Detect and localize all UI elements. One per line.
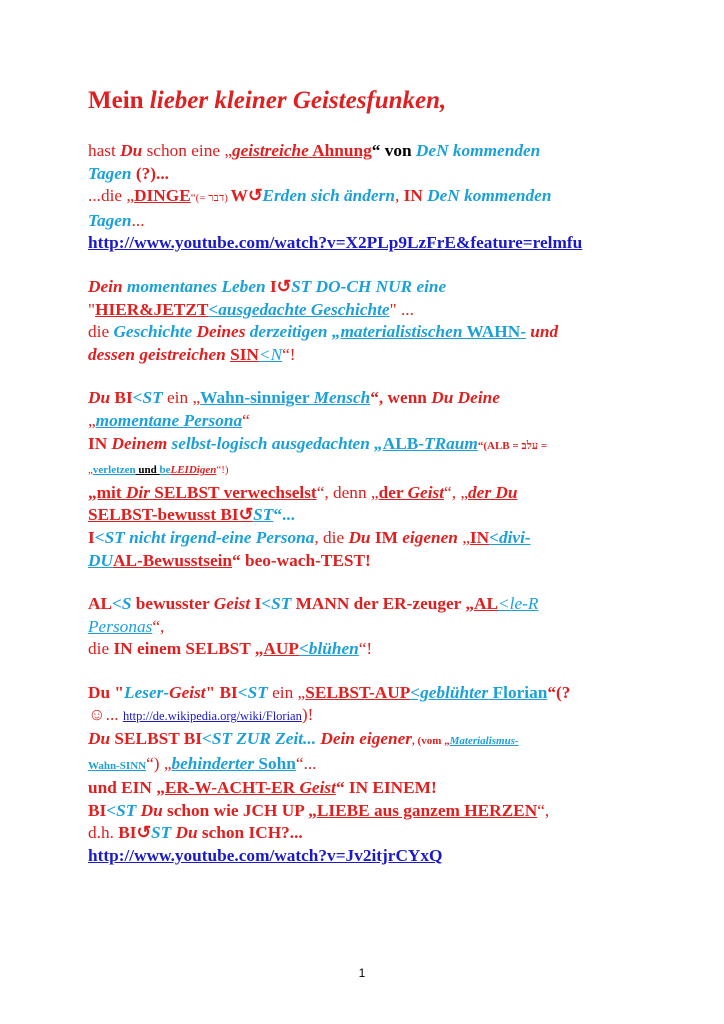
paragraph-4: AL<S bewusster Geist I<ST MANN der ER-zeuger „AL<le-R Personas“, die IN einem SELBST „AUP<blühen“! bbox=[88, 594, 539, 659]
paragraph-1: hast Du schon eine „geistreiche Ahnung“ von DeN kommenden Tagen (?)... ...die „DINGE“(= דבר) W↺Erden sich ändern, IN DeN kommenden Tagen... http://www.youtube.com/watch?v=X2PLp9LzFrE&feature=relmfu bbox=[88, 141, 583, 253]
page-number: 1 bbox=[358, 966, 366, 980]
youtube-link-2[interactable]: http://www.youtube.com/watch?v=Jv2itjrCYxQ bbox=[88, 846, 443, 866]
smiley-icon: ☺ bbox=[88, 705, 106, 725]
return-arrow-icon: ↺ bbox=[276, 276, 292, 296]
youtube-link-1[interactable]: http://www.youtube.com/watch?v=X2PLp9LzFrE&feature=relmfu bbox=[88, 233, 583, 253]
return-arrow-icon: ↺ bbox=[136, 823, 151, 843]
paragraph-5: Du "Leser-Geist" BI<ST ein „SELBST-AUP<geblühter Florian“(? ☺... http://de.wikipedia.org/wiki/Florian)! Du SELBST BI<ST ZUR Zeit... Dein eigener, (vom „Materialismus- Wahn-SINN“) „behinderter Sohn“... und EIN „ER-W-ACHT-ER Geist“ IN EINEM! BI<ST Du schon wie JCH UP „LIEBE aus ganzem HERZEN“, d.h. BI↺ST Du schon ICH?... http://www.youtube.com/watch?v=Jv2itjrCYxQ bbox=[88, 682, 571, 866]
paragraph-2: Dein momentanes Leben I↺ST DO-CH NUR eine "HIER&JETZT<ausgedachte Geschichte" ... die Geschichte Deines derzeitigen „materialistischen WAHN- und dessen geistreichen SIN<N“! bbox=[88, 276, 559, 364]
document-body bbox=[88, 86, 648, 889]
return-arrow-icon: ↺ bbox=[247, 186, 263, 206]
wikipedia-link[interactable]: http://de.wikipedia.org/wiki/Florian bbox=[122, 709, 302, 724]
paragraph-3: Du BI<ST ein „Wahn-sinniger Mensch“, wenn Du Deine „momentane Persona“ IN Deinem selbst-logisch ausgedachten „ALB-TRaum“(ALB = עלב = „verletzen und beLEIDigen“!) „mit Dir SELBST verwechselst“, denn „der Geist“, „der Du SELBST-bewusst BI↺ST“... I<ST nicht irgend-eine Persona, die Du IM eigenen „IN<divi- DUAL-Bewusstsein“ beo-wach-TEST! bbox=[88, 388, 548, 570]
document-title: Mein lieber kleiner Geistesfunken, bbox=[88, 87, 447, 114]
return-arrow-icon: ↺ bbox=[238, 505, 254, 525]
